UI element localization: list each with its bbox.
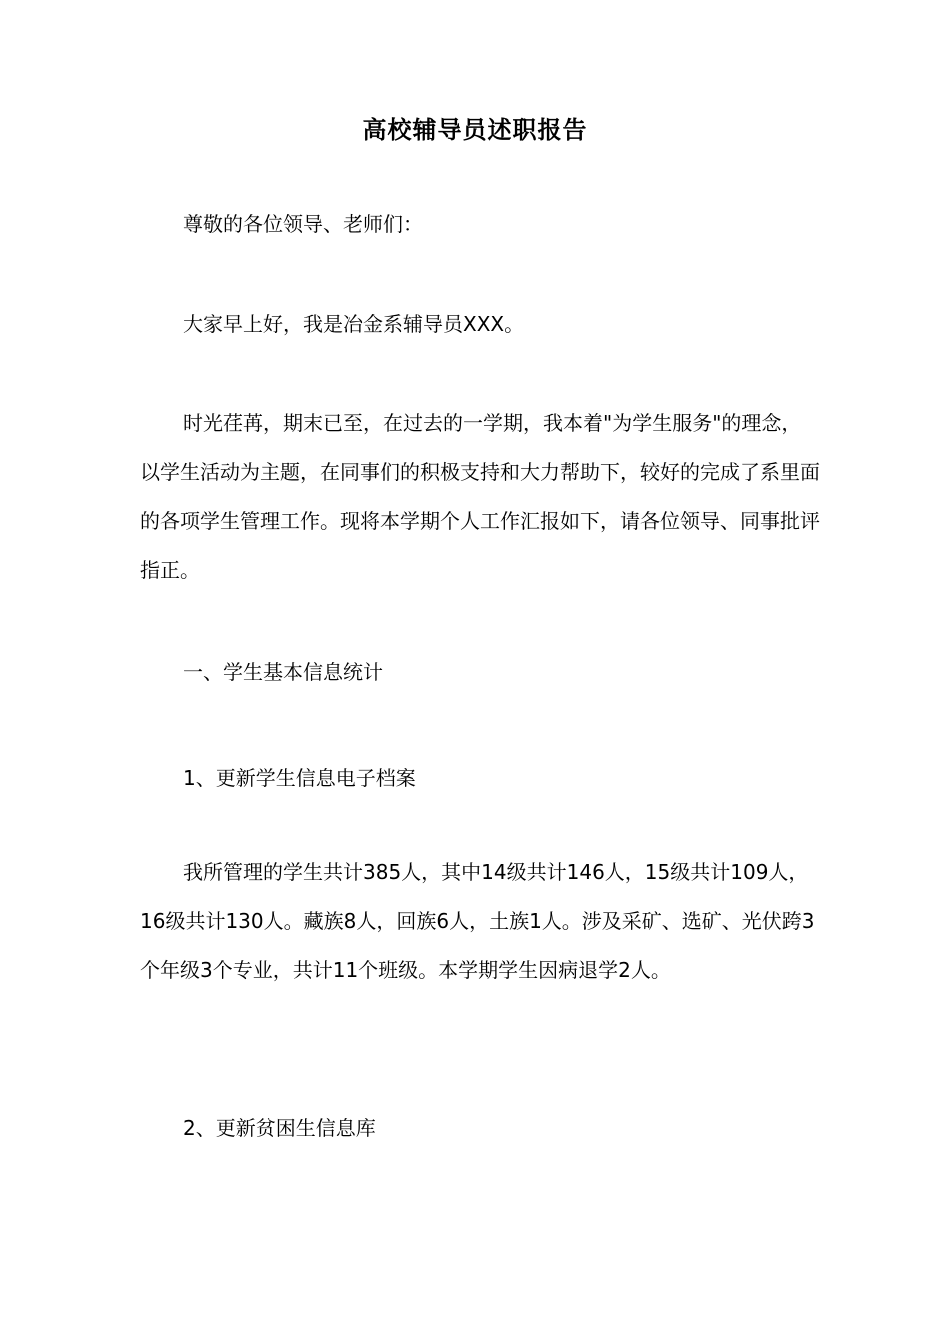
section-heading: 一、学生基本信息统计 xyxy=(183,660,383,684)
subsection-heading: 2、更新贫困生信息库 xyxy=(183,1116,376,1140)
greeting-paragraph: 大家早上好，我是冶金系辅导员XXX。 xyxy=(183,312,525,336)
intro-paragraph: 时光荏苒，期末已至，在过去的一学期，我本着"为学生服务"的理念，以学生活动为主题，在同事们的积极支持和大力帮助下，较好的完成了系里面的各项学生管理工作。现将本学期个人工作汇报如下，请各位领导、同事批评指正。 xyxy=(140,411,820,582)
body-paragraph: 我所管理的学生共计385人，其中14级共计146人，15级共计109人，16级共计130人。藏族8人，回族6人，土族1人。涉及采矿、选矿、光伏跨3个年级3个专业，共计11个班级。本学期学生因病退学2人。 xyxy=(140,860,815,982)
subsection-heading: 1、更新学生信息电子档案 xyxy=(183,766,416,790)
page-title: 高校辅导员述职报告 xyxy=(362,116,588,144)
salutation: 尊敬的各位领导、老师们： xyxy=(183,212,423,236)
